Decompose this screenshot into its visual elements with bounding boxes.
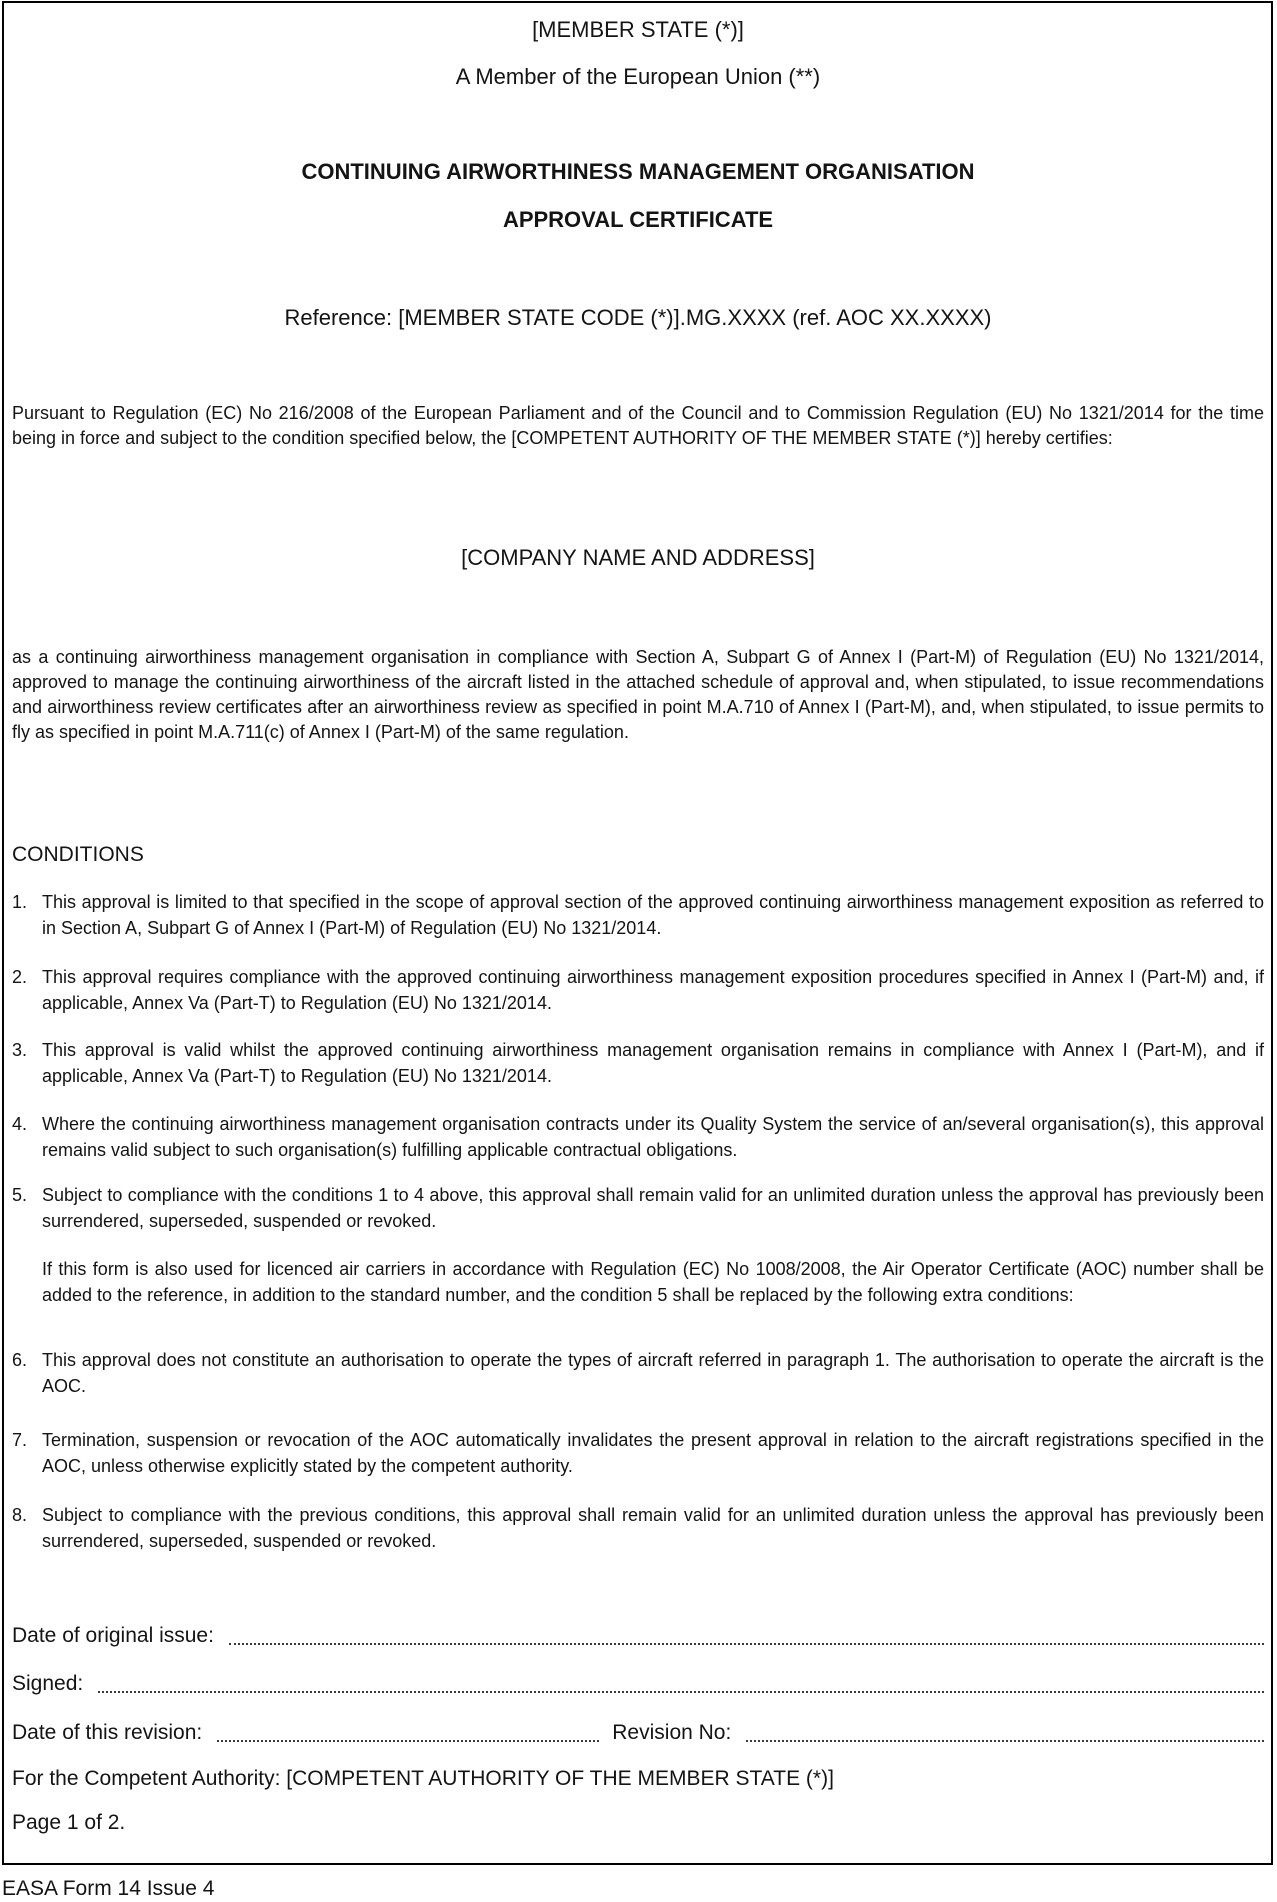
aoc-note-paragraph: If this form is also used for licenced air carriers in accordance with Regulation (EC) No 1008/2008, the Air Operator Certificate (AOC) number shall be added to the reference, in addition to the standard number, and the condition 5 shall be replaced by the following extra conditions:: [42, 1259, 1264, 1305]
signed-label: Signed:: [12, 1672, 84, 1695]
date-of-original-issue-row: [12, 1622, 1264, 1649]
condition-text: This approval is valid whilst the approved continuing airworthiness management organisation remains in compliance with Annex I (Part-M), and if applicable, Annex Va (Part-T) to Regulation (EU) No 1321/2014.: [42, 1040, 1264, 1086]
condition-number: 7.: [12, 1430, 28, 1450]
condition-text: This approval is limited to that specified in the scope of approval section of the approved continuing airworthiness management exposition as referred to in Section A, Subpart G of Annex I (Part-M) of Regulation (EU) No 1321/2014.: [42, 892, 1264, 938]
condition-number: 3.: [12, 1040, 28, 1060]
certification-paragraph: as a continuing airworthiness management organisation in compliance with Section A, Subpart G of Annex I (Part-M) of Regulation (EU) No 1321/2014, approved to manage the continuing airworthiness of the aircraft listed in the attached schedule of approval and, when stipulated, to issue recommendations and airworthiness review certificates after an airworthiness review as specified in point M.A.710 of Annex I (Part-M), and, when stipulated, to issue permits to fly as specified in point M.A.711(c) of Annex I (Part-M) of the same regulation.: [12, 647, 1264, 742]
reference-line: Reference: [MEMBER STATE CODE (*)].MG.XXXX (ref. AOC XX.XXXX): [284, 305, 992, 330]
condition-number: 2.: [12, 967, 28, 987]
signature-line: [98, 1690, 1264, 1693]
condition-text: This approval requires compliance with the approved continuing airworthiness management exposition procedures specified in Annex I (Part-M) and, if applicable, Annex Va (Part-T) to Regulation (EU) No 1321/2014.: [42, 967, 1264, 1013]
condition-item-8: [12, 1502, 1264, 1554]
condition-item-5: [12, 1182, 1264, 1234]
certificate-title-line2: APPROVAL CERTIFICATE: [502, 207, 774, 232]
signed-row: [12, 1670, 1264, 1697]
condition-number: 4.: [12, 1114, 28, 1134]
certificate-title-line1: CONTINUING AIRWORTHINESS MANAGEMENT ORGANISATION: [301, 159, 975, 184]
condition-text: Subject to compliance with the conditions 1 to 4 above, this approval shall remain valid for an unlimited duration unless the approval has previously been surrendered, superseded, suspended or revoked.: [42, 1185, 1264, 1231]
condition-text: Where the continuing airworthiness management organisation contracts under its Quality System the service of an/several organisation(s), this approval remains valid subject to such organisation(s) fulfilling applicable contractual obligations.: [42, 1114, 1264, 1160]
condition-item-6: [12, 1347, 1264, 1399]
condition-number: 6.: [12, 1350, 28, 1370]
condition-number: 5.: [12, 1185, 28, 1205]
revision-no-label: Revision No:: [612, 1721, 732, 1744]
condition-item-4: [12, 1111, 1264, 1163]
pursuant-paragraph: Pursuant to Regulation (EC) No 216/2008 of the European Parliament and of the Council and to Commission Regulation (EU) No 1321/2014 for the time being in force and subject to the condition specified below, the [COMPETENT AUTHORITY OF THE MEMBER STATE (*)] hereby certifies:: [12, 403, 1264, 448]
condition-item-7: [12, 1427, 1264, 1479]
page-number: Page 1 of 2.: [12, 1811, 126, 1834]
condition-item-2: [12, 964, 1264, 1016]
member-of-eu-line: A Member of the European Union (**): [455, 64, 821, 89]
condition-item-3: [12, 1037, 1264, 1089]
date-of-this-revision-line: [217, 1739, 599, 1742]
member-state-line: [MEMBER STATE (*)]: [532, 17, 744, 42]
form-id-footer: EASA Form 14 Issue 4: [2, 1877, 215, 1900]
condition-text: Subject to compliance with the previous conditions, this approval shall remain valid for an unlimited duration unless the approval has previously been surrendered, superseded, suspended or revoked.: [42, 1505, 1264, 1551]
revision-row: [12, 1719, 1264, 1746]
date-of-original-issue-label: Date of original issue:: [12, 1624, 214, 1647]
condition-number: 1.: [12, 892, 28, 912]
condition-text: This approval does not constitute an authorisation to operate the types of aircraft referred in paragraph 1. The authorisation to operate the aircraft is the AOC.: [42, 1350, 1264, 1396]
competent-authority-line: For the Competent Authority: [COMPETENT AUTHORITY OF THE MEMBER STATE (*)]: [12, 1767, 834, 1790]
revision-no-line: [746, 1739, 1264, 1742]
date-of-original-issue-line: [229, 1642, 1264, 1645]
conditions-heading: CONDITIONS: [12, 843, 144, 866]
company-name-placeholder: [COMPANY NAME AND ADDRESS]: [461, 545, 815, 570]
condition-text: Termination, suspension or revocation of the AOC automatically invalidates the present approval in relation to the aircraft registrations specified in the AOC, unless otherwise explicitly stated by the competent authority.: [42, 1430, 1264, 1476]
condition-number: 8.: [12, 1505, 28, 1525]
condition-item-1: [12, 889, 1264, 941]
date-of-this-revision-label: Date of this revision:: [12, 1721, 203, 1744]
certificate-page: [2, 1, 1273, 1865]
